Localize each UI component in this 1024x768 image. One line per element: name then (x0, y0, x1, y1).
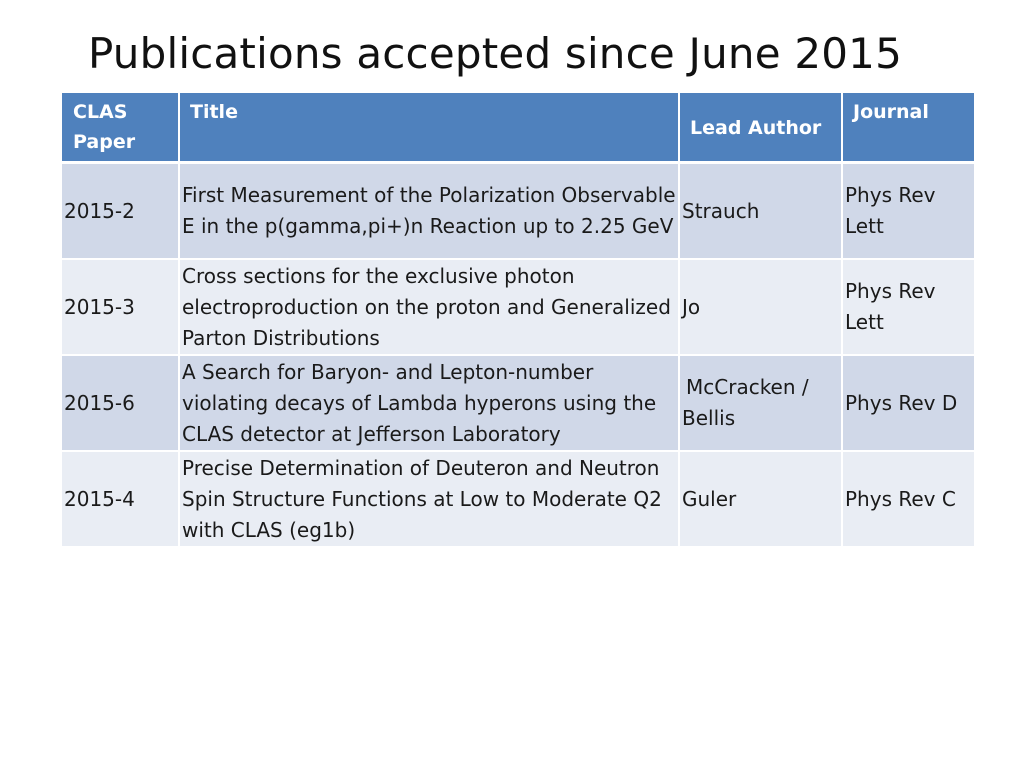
column-header-clas-paper-line1: CLAS (73, 101, 128, 123)
cell-journal: Phys Rev C (843, 452, 974, 548)
cell-author-line2: Bellis (682, 406, 736, 430)
column-header-lead-author-label: Lead Author (690, 117, 822, 139)
cell-title: Cross sections for the exclusive photon electroproduction on the proton and Generalized Parton Distributions (180, 260, 680, 356)
column-header-title (180, 93, 680, 164)
table-header-row (62, 93, 974, 164)
cell-author: Guler (680, 452, 843, 548)
cell-author (680, 356, 843, 452)
cell-title: Precise Determination of Deuteron and Neutron Spin Structure Functions at Low to Moderate Q2 with CLAS (eg1b) (180, 452, 680, 548)
cell-journal: Phys Rev Lett (843, 164, 974, 260)
column-header-journal (843, 93, 974, 164)
table-row (62, 260, 974, 356)
table-row (62, 356, 974, 452)
cell-journal: Phys Rev Lett (843, 260, 974, 356)
column-header-lead-author (680, 93, 843, 164)
column-header-title-label: Title (190, 101, 238, 123)
cell-paper: 2015-6 (62, 356, 180, 452)
cell-journal: Phys Rev D (843, 356, 974, 452)
publications-table (62, 93, 974, 548)
cell-title: A Search for Baryon- and Lepton-number violating decays of Lambda hyperons using the CLAS detector at Jefferson Laboratory (180, 356, 680, 452)
table-row (62, 164, 974, 260)
column-header-clas-paper-line2: Paper (73, 131, 136, 153)
cell-title: First Measurement of the Polarization Observable E in the p(gamma,pi+)n Reaction up to 2.25 GeV (180, 164, 680, 260)
cell-paper: 2015-4 (62, 452, 180, 548)
slide-title: Publications accepted since June 2015 (88, 29, 903, 78)
cell-author-line1: McCracken / (686, 375, 809, 399)
column-header-journal-label: Journal (853, 101, 929, 123)
column-header-clas-paper (62, 93, 180, 164)
cell-author: Strauch (680, 164, 843, 260)
cell-paper: 2015-2 (62, 164, 180, 260)
cell-author: Jo (680, 260, 843, 356)
cell-paper: 2015-3 (62, 260, 180, 356)
table-row (62, 452, 974, 548)
